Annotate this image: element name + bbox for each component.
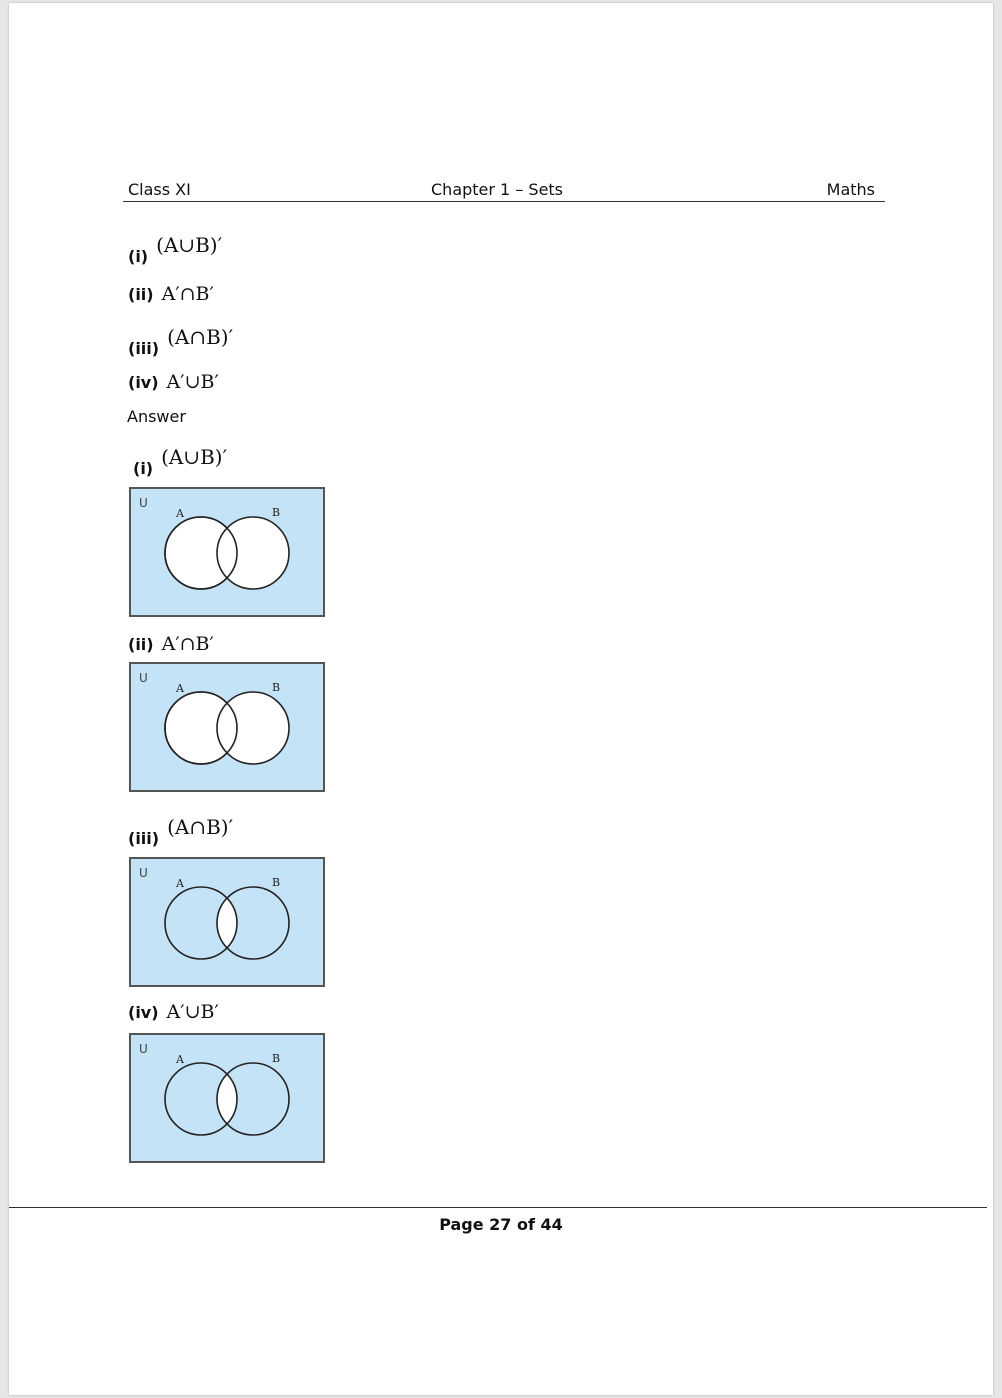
set-a-label: A [176,507,184,520]
answer-heading: Answer [127,407,186,426]
question-label: (iv) [128,373,159,392]
answer-iv-label [128,1001,219,1023]
answer-label: (ii) [128,635,154,654]
venn-diagram-ii [129,662,325,792]
universal-label: U [139,496,148,510]
set-expression: A′∩B′ [161,283,214,305]
question-iv [128,371,219,393]
universal-label: U [139,1042,148,1056]
page-header [123,179,885,202]
question-i [128,233,223,267]
question-ii [128,283,214,305]
answer-iii-label [128,815,234,849]
set-expression: A′∪B′ [166,371,219,393]
footer-divider [9,1207,987,1208]
question-label: (iii) [128,339,160,358]
set-expression: A′∪B′ [166,1001,219,1023]
document-page [9,3,993,1395]
answer-ii-label [128,633,214,655]
answer-label: (iv) [128,1003,159,1022]
set-expression: (A∪B)′ [161,445,228,469]
header-chapter: Chapter 1 – Sets [431,180,564,199]
venn-diagram-iii [129,857,325,987]
set-a-label: A [176,1053,184,1066]
question-label: (ii) [128,285,154,304]
set-b-label: B [272,876,281,889]
set-b-label: B [272,681,281,694]
universal-label: U [139,671,148,685]
set-a-label: A [176,877,184,890]
header-subject: Maths [826,180,875,199]
question-iii [128,325,234,359]
set-b-label: B [272,1052,281,1065]
universal-label: U [139,866,148,880]
set-b-label: B [272,506,281,519]
venn-diagram-i [129,487,325,617]
page-number: Page 27 of 44 [439,1215,563,1234]
set-expression: (A∩B)′ [167,815,234,839]
set-expression: (A∩B)′ [167,325,234,349]
set-a-label: A [176,682,184,695]
venn-diagram-iv [129,1033,325,1163]
answer-label: (iii) [128,829,160,848]
set-expression: A′∩B′ [161,633,214,655]
header-class: Class XI [128,180,191,199]
answer-i-label [133,445,228,479]
answer-label: (i) [133,459,154,478]
set-expression: (A∪B)′ [156,233,223,257]
question-label: (i) [128,247,149,266]
